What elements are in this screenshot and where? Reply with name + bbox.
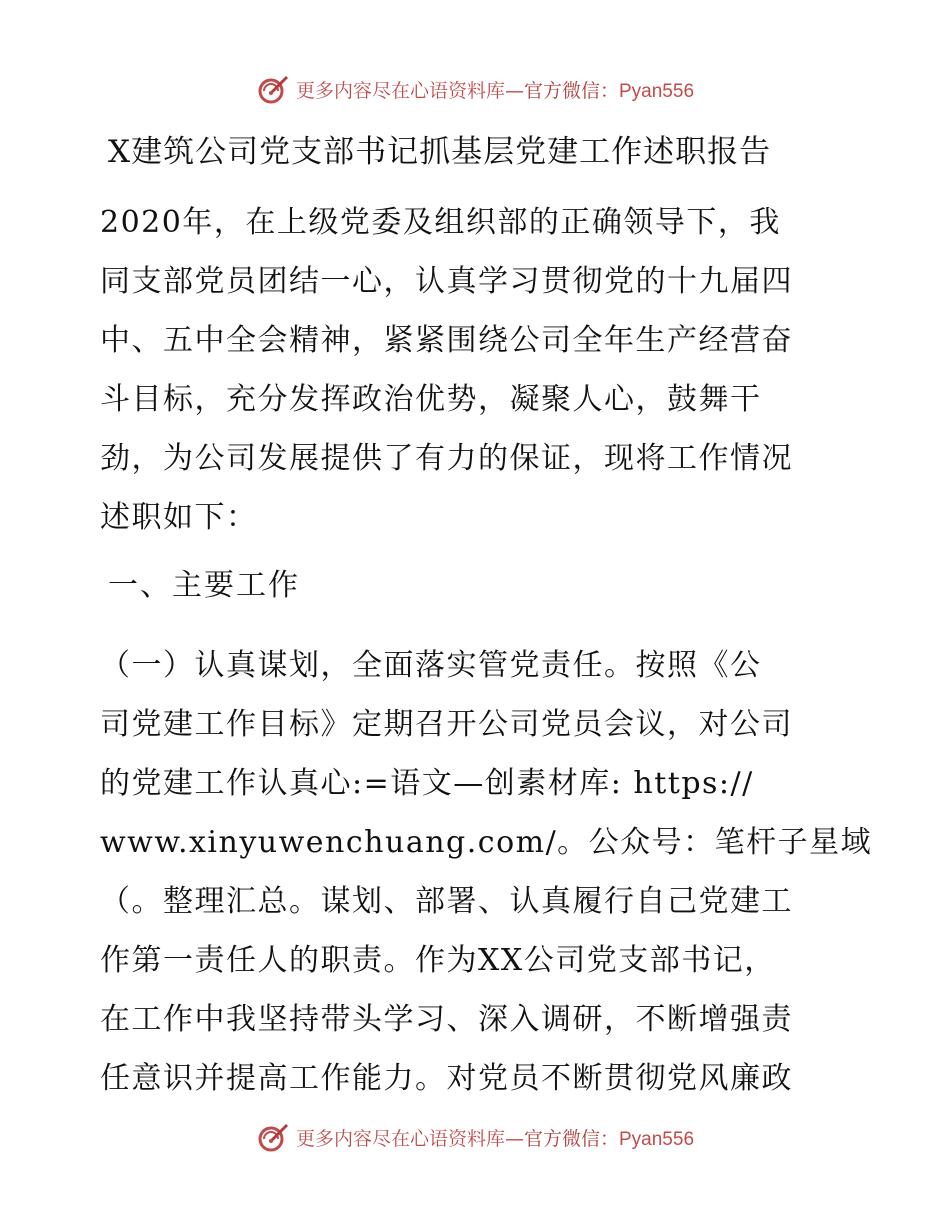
section-heading: 一、主要工作 xyxy=(108,568,300,603)
watermark-dash: — xyxy=(504,1127,524,1150)
document-title: X建筑公司党支部书记抓基层党建工作述职报告 xyxy=(108,134,772,170)
pen-logo-icon xyxy=(256,72,290,106)
watermark-official-label: 官方微信： xyxy=(523,1127,619,1150)
watermark-banner-bottom xyxy=(0,1120,950,1160)
watermark-main-text: 更多内容尽在心语资料库 xyxy=(295,79,505,102)
intro-paragraph xyxy=(100,193,860,547)
paragraph-line: （。整理汇总。谋划、部署、认真履行自己党建工 xyxy=(100,884,793,919)
paragraph-line: 中、五中全会精神，紧紧围绕公司全年生产经营奋 xyxy=(100,323,793,358)
paragraph-line: 述职如下： xyxy=(100,500,258,535)
paragraph-line: 的党建工作认真心:=语文—创素材库: https:// xyxy=(100,766,754,801)
paragraph-line: 劲，为公司发展提供了有力的保证，现将工作情况 xyxy=(100,441,793,476)
watermark-wechat-id: Pyan556 xyxy=(619,80,695,102)
paragraph-line: 司党建工作目标》定期召开公司党员会议，对公司 xyxy=(100,707,793,742)
watermark-official-label: 官方微信： xyxy=(523,79,619,102)
watermark-dash: — xyxy=(504,79,524,102)
watermark-banner-top xyxy=(0,72,950,112)
section1-paragraph xyxy=(100,636,873,1108)
paragraph-line: 斗目标，充分发挥政治优势，凝聚人心，鼓舞干 xyxy=(100,382,762,417)
paragraph-line: www.xinyuwenchuang.com/。公众号：笔杆子星域 xyxy=(100,825,873,860)
paragraph-line: 2020年，在上级党委及组织部的正确领导下，我 xyxy=(100,205,781,240)
watermark-main-text: 更多内容尽在心语资料库 xyxy=(295,1127,505,1150)
pen-logo-icon xyxy=(256,1120,290,1154)
paragraph-line: （一）认真谋划，全面落实管党责任。按照《公 xyxy=(100,648,762,683)
paragraph-line: 在工作中我坚持带头学习、深入调研，不断增强责 xyxy=(100,1002,793,1037)
paragraph-line: 同支部党员团结一心，认真学习贯彻党的十九届四 xyxy=(100,264,793,299)
watermark-wechat-id: Pyan556 xyxy=(619,1128,695,1150)
paragraph-line: 任意识并提高工作能力。对党员不断贯彻党风廉政 xyxy=(100,1061,793,1096)
paragraph-line: 作第一责任人的职责。作为XX公司党支部书记， xyxy=(100,943,776,978)
